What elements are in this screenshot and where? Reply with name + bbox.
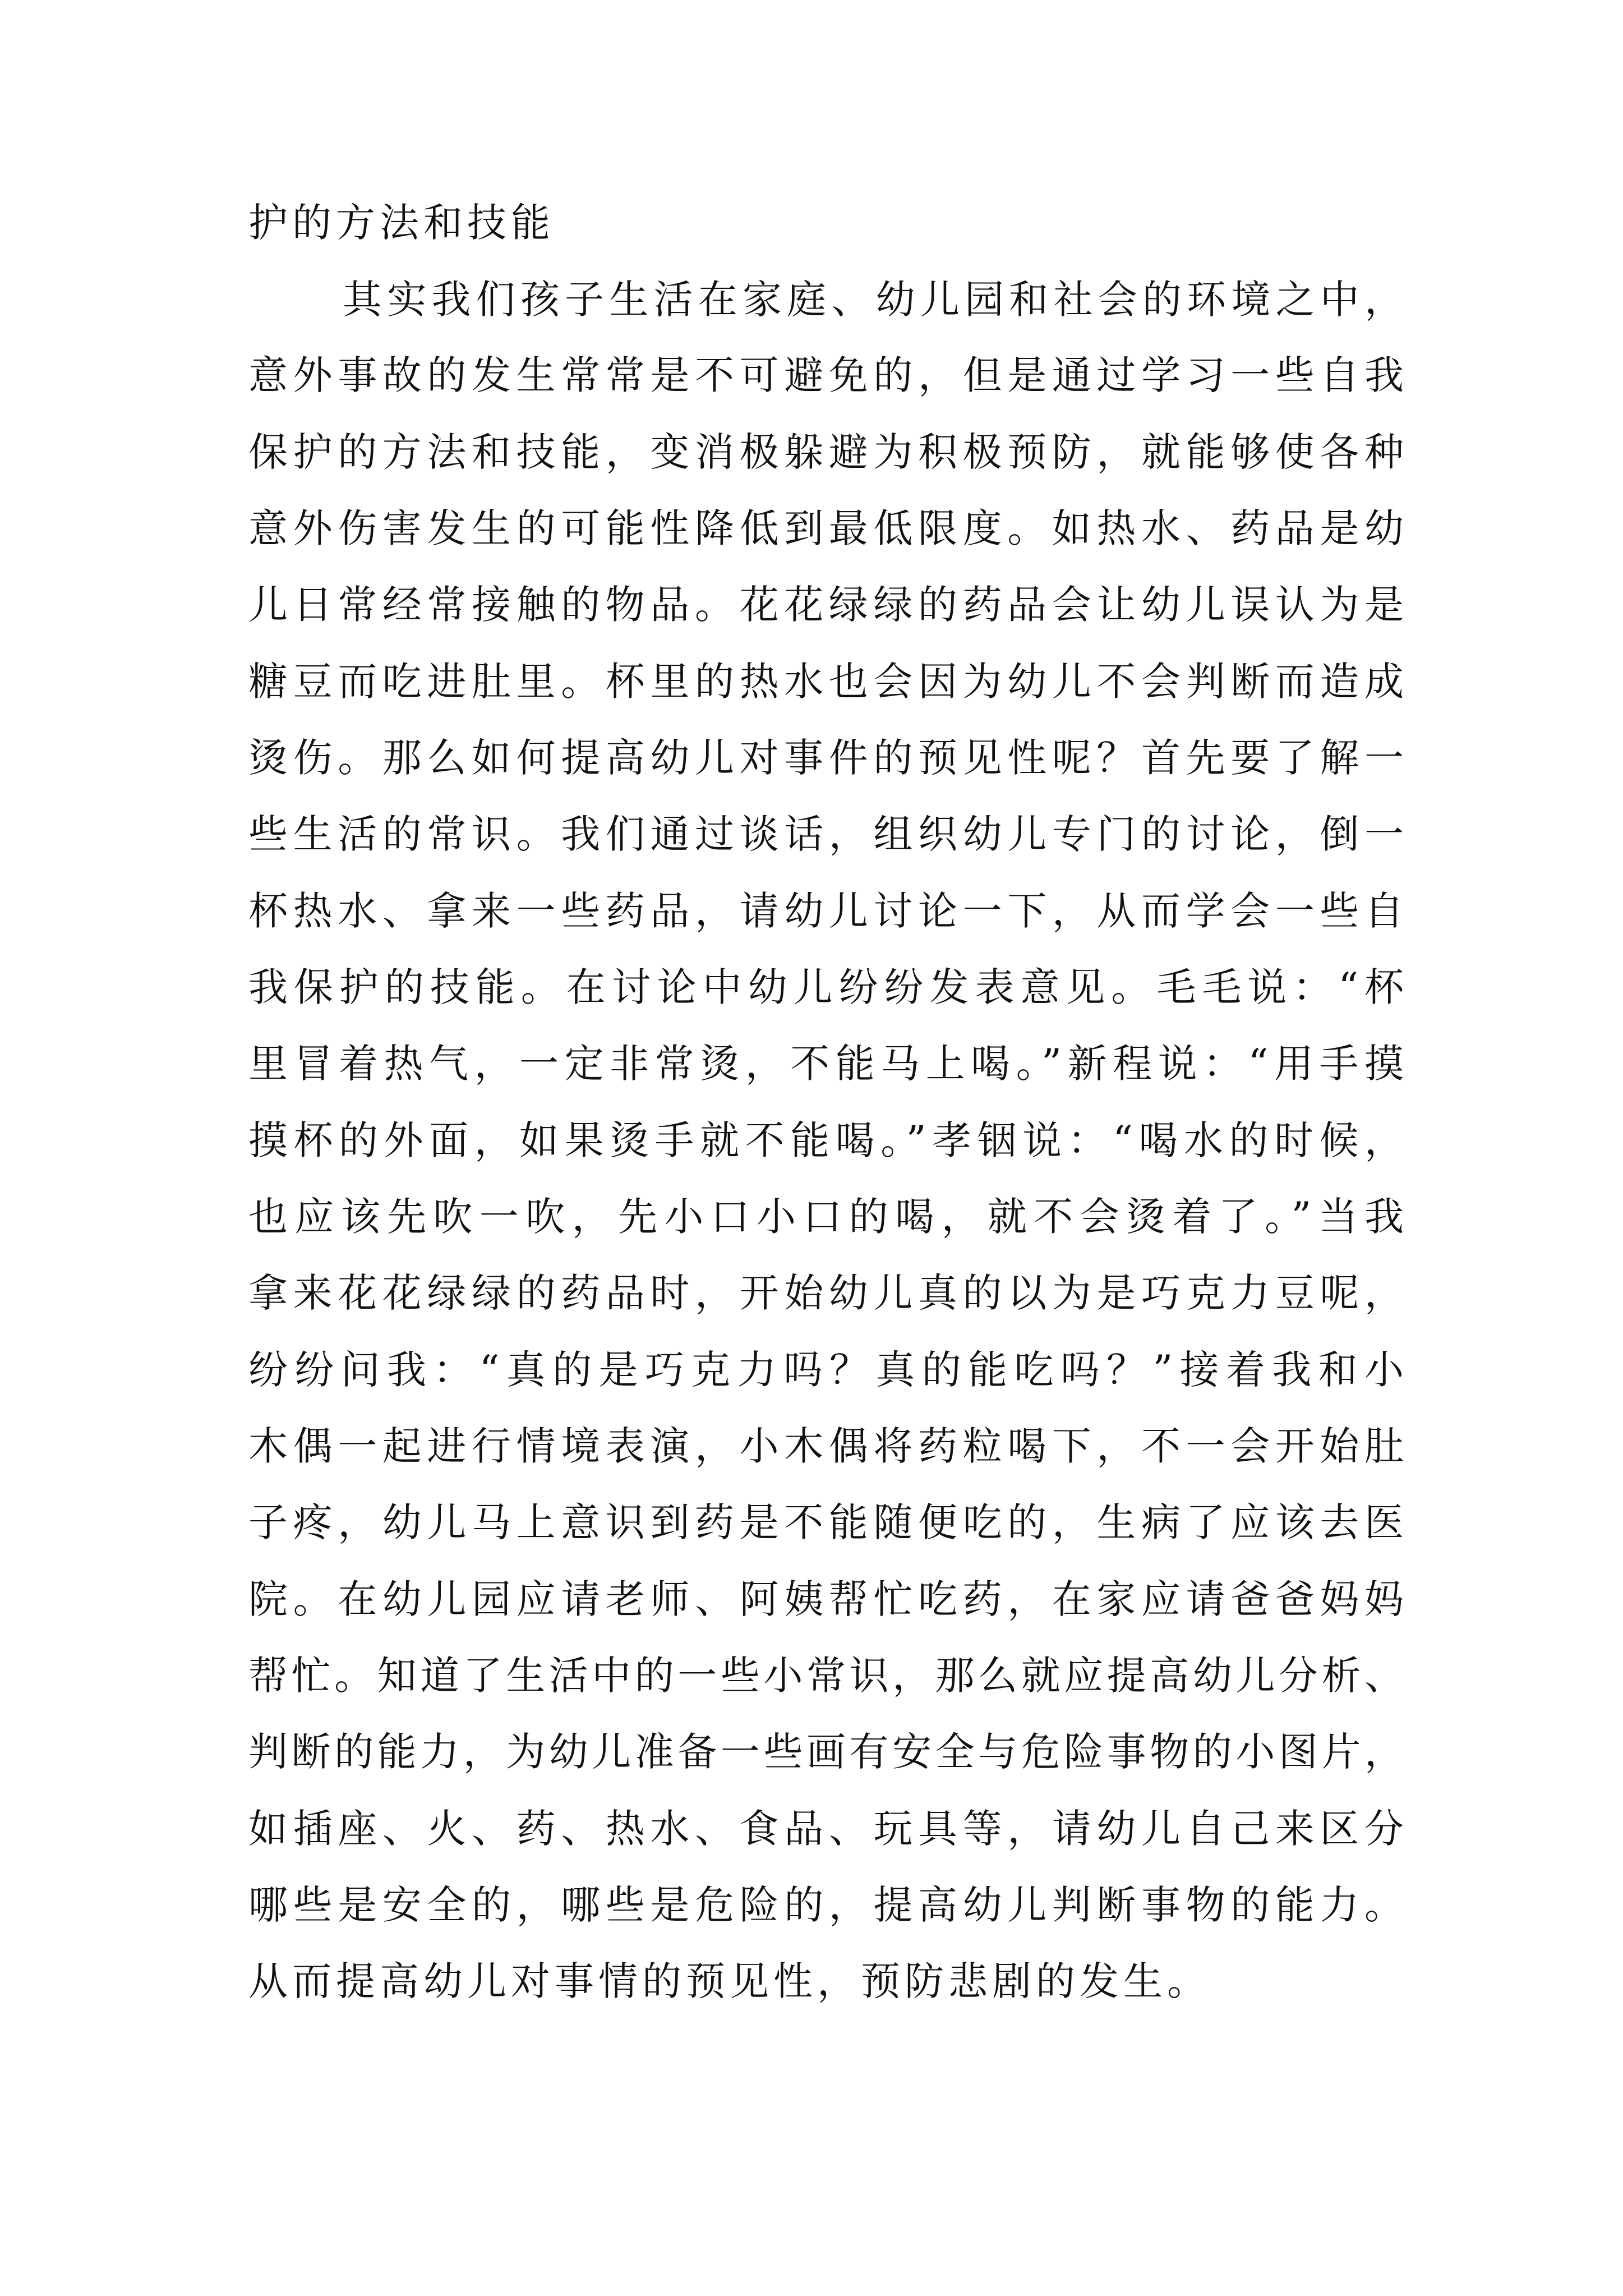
text-line: 院。在幼儿园应请老师、阿姨帮忙吃药，在家应请爸爸妈妈 bbox=[248, 1576, 1404, 1622]
text-line: 保护的方法和技能，变消极躲避为积极预防，就能够使各种 bbox=[248, 429, 1404, 475]
text-line: 里冒着热气，一定非常烫，不能马上喝。”新程说：“用手摸 bbox=[248, 1041, 1404, 1087]
text-line: 儿日常经常接触的物品。花花绿绿的药品会让幼儿误认为是 bbox=[248, 582, 1404, 628]
text-line: 哪些是安全的，哪些是危险的，提高幼儿判断事物的能力。 bbox=[248, 1882, 1404, 1928]
text-line: 我保护的技能。在讨论中幼儿纷纷发表意见。毛毛说：“杯 bbox=[248, 964, 1404, 1010]
text-line: 摸杯的外面，如果烫手就不能喝。”孝铟说：“喝水的时候， bbox=[248, 1117, 1404, 1163]
text-line: 也应该先吹一吹，先小口小口的喝，就不会烫着了。”当我 bbox=[248, 1194, 1404, 1240]
text-line: 纷纷问我：“真的是巧克力吗？真的能吃吗？”接着我和小 bbox=[248, 1347, 1404, 1393]
text-line: 杯热水、拿来一些药品，请幼儿讨论一下，从而学会一些自 bbox=[248, 888, 1404, 934]
text-line: 如插座、火、药、热水、食品、玩具等，请幼儿自己来区分 bbox=[248, 1806, 1404, 1852]
text-line-last: 从而提高幼儿对事情的预见性，预防悲剧的发生。 bbox=[248, 1958, 1211, 2004]
text-line: 意外伤害发生的可能性降低到最低限度。如热水、药品是幼 bbox=[248, 505, 1404, 551]
text-line: 护的方法和技能 bbox=[248, 200, 555, 246]
text-line: 帮忙。知道了生活中的一些小常识，那么就应提高幼儿分析、 bbox=[248, 1653, 1404, 1699]
text-line: 子疼，幼儿马上意识到药是不能随便吃的，生病了应该去医 bbox=[248, 1499, 1404, 1545]
text-line: 烫伤。那么如何提高幼儿对事件的预见性呢？首先要了解一 bbox=[248, 735, 1404, 781]
text-line: 判断的能力，为幼儿准备一些画有安全与危险事物的小图片， bbox=[248, 1729, 1404, 1775]
text-line: 意外事故的发生常常是不可避免的，但是通过学习一些自我 bbox=[248, 352, 1404, 398]
text-line: 糖豆而吃进肚里。杯里的热水也会因为幼儿不会判断而造成 bbox=[248, 659, 1404, 705]
paragraph-first-line: 其实我们孩子生活在家庭、幼儿园和社会的环境之中， bbox=[343, 277, 1404, 323]
text-line: 拿来花花绿绿的药品时，开始幼儿真的以为是巧克力豆呢， bbox=[248, 1270, 1404, 1316]
text-line: 木偶一起进行情境表演，小木偶将药粒喝下，不一会开始肚 bbox=[248, 1423, 1404, 1469]
text-line: 些生活的常识。我们通过谈话，组织幼儿专门的讨论，倒一 bbox=[248, 811, 1404, 857]
